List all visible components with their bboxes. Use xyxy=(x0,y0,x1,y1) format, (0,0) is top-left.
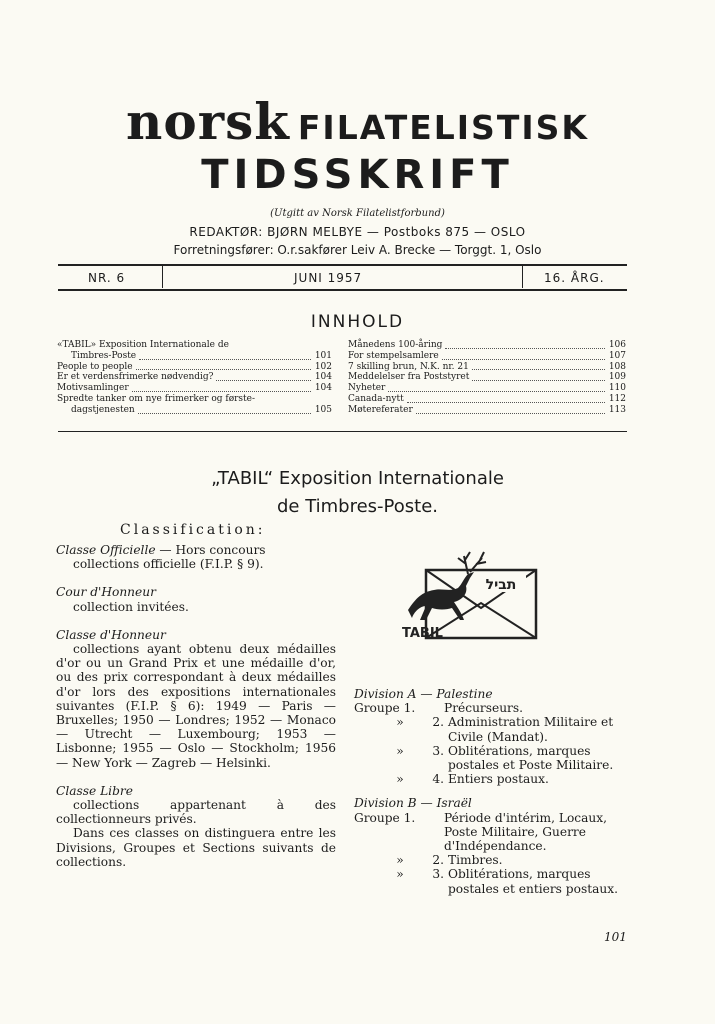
division-b-label: Division B xyxy=(354,796,417,811)
division-group xyxy=(354,715,628,743)
division-group-text: Période d'intérim, Locaux, Poste Militaire, Guerre d'Indépendance. xyxy=(444,810,607,854)
toc-leader-dots xyxy=(139,359,311,360)
division-group xyxy=(354,701,628,715)
division-group-number: 2. xyxy=(432,715,444,730)
masthead-filatelistisk: FILATELISTISK xyxy=(297,108,589,147)
cour-honneur-text: collection invitées. xyxy=(73,599,189,614)
toc-entry xyxy=(57,372,332,383)
toc-entry xyxy=(348,383,626,394)
toc-entry-page: 107 xyxy=(608,350,626,361)
toc-entry xyxy=(57,362,332,373)
toc-leader-dots xyxy=(445,348,605,349)
division-b-list xyxy=(354,811,628,896)
masthead-tidsskrift: TIDSSKRIFT xyxy=(201,152,514,198)
toc-entry-page: 112 xyxy=(608,393,626,404)
toc-entry xyxy=(348,362,626,373)
article-title-line2: de Timbres-Poste. xyxy=(276,496,439,517)
toc-entry-title: For stempelsamlere xyxy=(348,350,439,361)
toc-entry xyxy=(348,340,626,351)
division-group-text: Oblitérations, marques postales et entiers postaux. xyxy=(448,867,618,896)
toc-entry-line: «TABIL» Exposition Internationale de xyxy=(57,340,229,350)
division-group-number: 4. xyxy=(432,772,444,787)
classe-officielle-text2: collections officielle (F.I.P. § 9). xyxy=(73,557,264,572)
toc-leader-dots xyxy=(442,359,605,360)
classe-officielle-text: — Hors concours xyxy=(155,543,266,557)
toc-entry-page: 106 xyxy=(608,340,626,350)
division-group-number: 3. xyxy=(432,743,444,758)
division-group xyxy=(354,867,628,895)
toc-leader-dots xyxy=(132,391,311,392)
toc-entry xyxy=(348,405,626,416)
toc-entry-page: 109 xyxy=(608,372,626,383)
division-group-label: » xyxy=(396,743,404,758)
division-group xyxy=(354,853,628,867)
toc-left-column xyxy=(57,340,332,416)
division-group-label: » xyxy=(396,772,404,787)
division-group-text: Timbres. xyxy=(448,853,503,868)
division-group-text: Précurseurs. xyxy=(444,701,524,716)
article-title-line1: „TABIL“ Exposition Internationale xyxy=(211,468,504,489)
toc-divider xyxy=(58,431,627,432)
toc-leader-dots xyxy=(216,380,311,381)
business-manager-line: Forretningsfører: O.r.sakfører Leiv A. Brecke — Torggt. 1, Oslo xyxy=(173,243,542,257)
issue-bar xyxy=(58,266,627,288)
toc-entry-title: Møtereferater xyxy=(348,404,413,415)
page-number: 101 xyxy=(604,930,627,944)
toc-entry xyxy=(348,372,626,383)
toc-entry-title: dagstjenesten xyxy=(71,404,135,415)
toc-entry-title: 7 skilling brun, N.K. nr. 21 xyxy=(348,361,469,372)
division-group-label: Groupe 1. xyxy=(354,701,416,716)
division-group xyxy=(354,811,628,854)
division-group-number: 2. xyxy=(432,853,444,868)
article-left-column xyxy=(56,543,336,869)
toc-title: INNHOLD xyxy=(310,312,405,332)
toc-entry-page: 113 xyxy=(608,404,626,415)
tabil-logo xyxy=(398,548,546,648)
division-a-name: Palestine xyxy=(436,687,493,701)
toc-entry-page: 104 xyxy=(314,383,332,394)
division-a-label: Division A xyxy=(354,687,417,701)
classe-libre-text: collections appartenant à des collectionneurs privés. xyxy=(56,798,336,827)
division-group-text: Entiers postaux. xyxy=(448,772,549,787)
issue-divider xyxy=(162,266,163,288)
toc-entry xyxy=(348,351,626,362)
classification-heading: Classification: xyxy=(120,522,266,538)
division-group-number: 3. xyxy=(432,867,444,882)
toc-leader-dots xyxy=(138,413,311,414)
toc-leader-dots xyxy=(416,413,605,414)
toc-entry-page: 108 xyxy=(608,361,626,372)
division-group-label: » xyxy=(396,715,404,730)
toc-entry-title: Canada-nytt xyxy=(348,393,404,404)
classe-officielle-label: Classe Officielle xyxy=(56,543,156,557)
division-group-text: Administration Militaire et Civile (Mandat). xyxy=(448,715,614,744)
toc-entry-page: 104 xyxy=(314,372,332,383)
toc-leader-dots xyxy=(472,380,605,381)
toc-leader-dots xyxy=(388,391,605,392)
toc-entry-page: 105 xyxy=(314,404,332,415)
publisher-line: (Utgitt av Norsk Filatelistforbund) xyxy=(270,208,445,219)
svg-text:תביל: תביל xyxy=(485,577,517,593)
toc-entry-page: 110 xyxy=(608,383,626,394)
divider-bottom xyxy=(58,289,627,291)
division-b-name: Israël xyxy=(436,796,472,811)
toc-entry-title: Nyheter xyxy=(348,383,386,394)
toc-entry xyxy=(57,351,332,362)
cour-honneur-label: Cour d'Honneur xyxy=(56,585,156,600)
division-group xyxy=(354,772,628,786)
toc-entry-line: Spredte tanker om nye frimerker og første- xyxy=(57,393,256,404)
editor-line: REDAKTØR: BJØRN MELBYE — Postboks 875 — OSLO xyxy=(189,225,526,239)
classe-honneur-text: collections ayant obtenu deux médailles d'or ou un Grand Prix et une médaille d'or, ou des prix correspondant à deux médailles d'or lors des expositions internationales suivantes (F.I.P. § 6): 1949 — Paris — Bruxelles; 1950 — Londres; 1952 — Monaco — Utrecht — Luxembourg; 1953 — Lisbonne; 1955 — Oslo — Stockholm; 1956 — New York — Zagreb — Helsinki. xyxy=(56,642,336,770)
toc-entry xyxy=(57,405,332,416)
issue-number: NR. 6 xyxy=(88,271,126,285)
classe-honneur-label: Classe d'Honneur xyxy=(56,627,166,642)
classe-libre-label: Classe Libre xyxy=(56,783,133,798)
division-group-text: Oblitérations, marques postales et Poste Militaire. xyxy=(448,743,614,773)
tabil-logo-graphic xyxy=(398,548,546,648)
toc-entry xyxy=(348,394,626,405)
issue-date: JUNI 1957 xyxy=(294,271,363,285)
division-group-label: » xyxy=(396,853,404,868)
toc-entry-title: Motivsamlinger xyxy=(57,383,129,394)
issue-divider xyxy=(522,266,523,288)
toc-entry-title: Månedens 100-åring xyxy=(348,340,443,350)
toc-right-column xyxy=(348,340,626,416)
toc-entry xyxy=(57,383,332,394)
toc-leader-dots xyxy=(136,369,311,370)
toc-entry-title: Er et verdensfrimerke nødvendig? xyxy=(57,372,214,383)
toc-entry-title: Timbres-Poste xyxy=(71,350,137,361)
toc-entry-title: People to people xyxy=(57,361,133,372)
division-a-list xyxy=(354,701,628,786)
issue-volume: 16. ÅRG. xyxy=(544,271,605,285)
division-group-label: Groupe 1. xyxy=(354,810,416,825)
masthead-title xyxy=(0,92,715,151)
classe-libre-text2: Dans ces classes on distinguera entre les Divisions, Groupes et Sections suivants de collections. xyxy=(56,826,336,869)
toc-entry-page: 102 xyxy=(314,361,332,372)
toc-leader-dots xyxy=(472,369,605,370)
division-group xyxy=(354,744,628,772)
article-right-column: Division A — Palestine Groupe 1. Précurseurs. » 2. Administration Militaire et Civile (Mandat). » 3. Oblitérations, marques postales et Poste Militaire. » 4. Entiers postaux. Division B — Israël Groupe 1. Période d'intérim, Locaux, Poste Militaire, Guerre d'Indépendance. » 2. Timbres. » 3. Oblitérations, marques postales et entiers postaux. xyxy=(354,687,628,896)
svg-text:TABIL: TABIL xyxy=(402,626,443,641)
division-group-label: » xyxy=(396,867,404,882)
toc-entry-title: Meddelelser fra Poststyret xyxy=(348,372,470,383)
toc-entry-page: 101 xyxy=(314,350,332,361)
masthead-norsk: norsk xyxy=(126,92,290,151)
toc-leader-dots xyxy=(407,402,605,403)
